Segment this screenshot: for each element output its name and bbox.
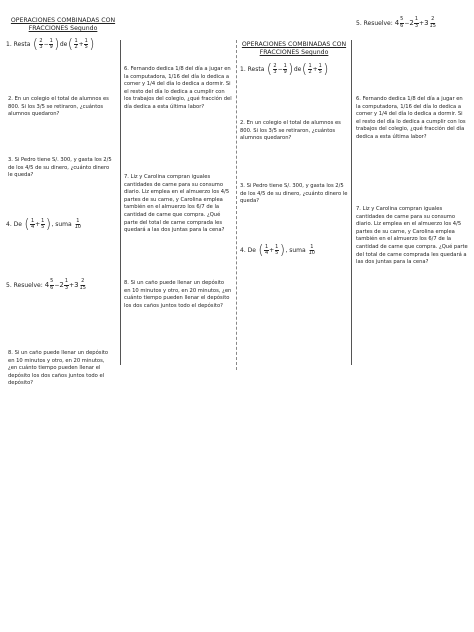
fraction (74, 219, 81, 231)
whole-number: 3 (424, 18, 429, 27)
denominator: 10 (308, 250, 315, 256)
col3-question-4: 4. De ( $\frac{1}{4}$ + $\frac{1}{5}$ ) , suma $\frac{1}{10}$ (240, 243, 315, 258)
denominator: 10 (74, 224, 81, 230)
fraction (41, 219, 45, 231)
fraction (84, 39, 88, 51)
title-line-1: OPERACIONES COMBINADAS CON (10, 17, 116, 24)
col1-question-8: 8. Si un caño puede llenar un depósito en 10 minutos y otro, en 20 minutos, ¿en cuánto tiempo pueden llenar el depósito los dos caños juntos todo el depósito? (8, 350, 109, 387)
col2-question-8: 8. Si un caño puede llenar un depósito en 10 minutos y otro, en 20 minutos, ¿en cuánto tiempo pueden llenar el depósito los dos caños juntos todo el depósito? (124, 280, 232, 309)
whole-number: 2 (59, 280, 64, 289)
denominator: 3 (39, 44, 43, 50)
title-line-2: FRACCIONES Segundo (259, 49, 329, 56)
col3-question-1: 1. Resta ( $\frac{2}{3}$ − $\frac{1}{9}$ ) de ( $\frac{1}{2}$ + $\frac{1}{5}$ ) (240, 62, 329, 77)
col1-question-4: 4. De ( $\frac{1}{4}$ + $\frac{1}{5}$ ) , suma $\frac{1}{10}$ (6, 217, 81, 232)
denominator: 9 (49, 44, 53, 50)
denominator: 15 (79, 284, 86, 291)
numerator: 2 (39, 37, 43, 44)
denominator: 5 (84, 44, 88, 50)
denominator: 6 (50, 284, 54, 291)
denominator: 5 (318, 69, 322, 75)
numerator: 1 (414, 16, 419, 22)
numerator: 2 (81, 278, 85, 284)
denominator: 3 (273, 69, 277, 75)
whole-number: 4 (44, 280, 50, 289)
fraction (74, 39, 78, 51)
col1-question-2: 2. En un colegio el total de alumnos es 800. Si los 3/5 se retiraron, ¿cuántos alumnos quedaron? (8, 96, 109, 118)
numerator: 1 (30, 217, 35, 224)
whole-number: 3 (74, 280, 79, 289)
fraction (400, 17, 404, 29)
numerator: 2 (431, 16, 435, 22)
col3-question-3: 3. Si Pedro tiene S/. 300, y gasta los 2/5 de los 4/5 de su dinero, ¿cuánto dinero le queda? (240, 183, 348, 205)
fraction (429, 17, 436, 29)
col4-question-6: 6. Fernando dedica 1/8 del día a jugar en la computadora, 1/16 del día lo dedica a comer y 1/4 del día lo dedica a dormir. Si el resto del día lo dedica a cumplir con los trabajos del colegio, ¿qué fracción del día dedica a esta última labor? (356, 96, 466, 140)
fraction (64, 279, 68, 291)
denominator: 9 (283, 69, 287, 75)
fraction (308, 64, 312, 76)
denominator: 15 (429, 22, 436, 29)
numerator: 1 (49, 37, 53, 44)
denominator: 4 (264, 250, 269, 256)
col4-question-5: 5. Resuelve: 4 $\frac{5}{6}$ − 2 $\frac{1}{3}$ + 3 $\frac{2}{15}$ (356, 16, 436, 29)
fraction (49, 39, 53, 51)
numerator: 1 (308, 62, 312, 69)
title-line-2: FRACCIONES Segundo (28, 25, 98, 32)
denominator: 5 (41, 224, 45, 230)
fraction (264, 245, 268, 257)
denominator: 4 (30, 224, 35, 230)
col2-question-6: 6. Fernando dedica 1/8 del día a jugar en la computadora, 1/16 del día lo dedica a comer y 1/4 del día lo dedica a dormir. Si el resto del día lo dedica a cumplir con los trabajos del colegio, ¿qué fracción del día dedica a esta última labor? (124, 66, 232, 110)
denominator: 3 (64, 284, 69, 291)
whole-number: 2 (409, 18, 414, 27)
col3-question-2: 2. En un colegio el total de alumnos es 800. Si los 3/5 se retiraron, ¿cuántos alumnos quedaron? (240, 120, 341, 142)
numerator: 5 (400, 16, 404, 22)
denominator: 2 (74, 44, 78, 50)
column-divider (120, 40, 121, 365)
numerator: 1 (84, 37, 88, 44)
numerator: 1 (310, 243, 314, 250)
fraction (30, 219, 34, 231)
fold-line (236, 40, 237, 370)
title-line-1: OPERACIONES COMBINADAS CON (241, 41, 347, 48)
numerator: 1 (283, 62, 287, 69)
numerator: 1 (264, 243, 269, 250)
numerator: 1 (41, 217, 45, 224)
whole-number: 4 (394, 18, 400, 27)
fraction (283, 64, 287, 76)
col1-question-3: 3. Si Pedro tiene S/. 300, y gasta los 2/5 de los 4/5 de su dinero, ¿cuánto dinero le queda? (8, 157, 112, 179)
numerator: 1 (318, 62, 322, 69)
denominator: 5 (275, 250, 279, 256)
fraction (79, 279, 86, 291)
denominator: 3 (414, 22, 419, 29)
col2-question-7: 7. Liz y Carolina compran iguales cantidades de carne para su consumo diario. Liz emplea en el almuerzo los 4/5 partes de su carne, y Carolina emplea también en el almuerzo los 6/7 de la cantidad de carne que compra. ¿Qué parte del total de carne comprada les quedará a las dos juntas para la cena? (124, 174, 230, 234)
fraction (318, 64, 322, 76)
denominator: 6 (400, 22, 404, 29)
numerator: 2 (273, 62, 277, 69)
numerator: 1 (64, 278, 69, 284)
numerator: 1 (74, 37, 78, 44)
numerator: 5 (50, 278, 54, 284)
fraction (273, 64, 277, 76)
col3-title (240, 41, 348, 57)
fraction (308, 245, 315, 257)
fraction (414, 17, 418, 29)
fraction (275, 245, 279, 257)
q1-prefix: 1. Resta (6, 41, 31, 48)
col1-question-1: 1. Resta ( $\frac{2}{3}$ − $\frac{1}{9}$ ) de ( $\frac{1}{2}$ + $\frac{1}{5}$ ) (6, 37, 95, 52)
col4-question-7: 7. Liz y Carolina compran iguales cantidades de carne para su consumo diario. Liz emplea en el almuerzo los 4/5 partes de su carne, y Carolina emplea también en el almuerzo los 6/7 de la cantidad de carne que compra. ¿Qué parte del total de carne comprada les quedará a las dos juntas para la cena? (356, 206, 468, 266)
numerator: 1 (275, 243, 279, 250)
fraction (39, 39, 43, 51)
col1-question-5: 5. Resuelve: 4 $\frac{5}{6}$ − 2 $\frac{1}{3}$ + 3 $\frac{2}{15}$ (6, 278, 86, 291)
denominator: 2 (308, 69, 312, 75)
numerator: 1 (76, 217, 80, 224)
fraction (50, 279, 54, 291)
column-divider (351, 40, 352, 365)
page-title (8, 17, 118, 33)
